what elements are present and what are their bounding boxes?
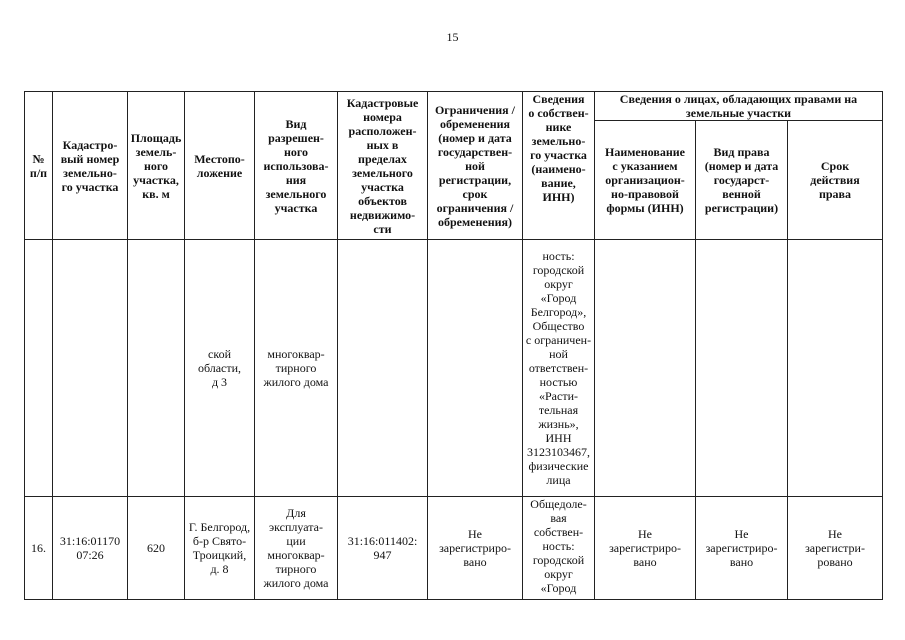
header-owner: Сведения о собствен- нике земельно- го участка (наимено- вание, ИНН) xyxy=(523,92,595,240)
header-restrictions: Ограничения / обременения (номер и дата государствен- ной регистрации, срок ограничения / обременения) xyxy=(428,92,523,240)
header-location: Местопо- ложение xyxy=(185,92,255,240)
cell-objects: 31:16:011402: 947 xyxy=(338,497,428,600)
cell-objects xyxy=(338,240,428,497)
cell-rights-term: Не зарегистри- ровано xyxy=(788,497,883,600)
cell-num xyxy=(25,240,53,497)
land-plots-table xyxy=(24,91,883,600)
cell-rights-name: Не зарегистриро- вано xyxy=(595,497,696,600)
header-permitted-use: Вид разрешен- ного использова- ния земельного участка xyxy=(255,92,338,240)
cell-rights-name xyxy=(595,240,696,497)
cell-cadastral xyxy=(53,240,128,497)
header-rights-name: Наименование с указанием организацион- но-правовой формы (ИНН) xyxy=(595,121,696,240)
header-cadastral-number: Кадастро- вый номер земельно- го участка xyxy=(53,92,128,240)
cell-location: ской области, д 3 xyxy=(185,240,255,497)
cell-area xyxy=(128,240,185,497)
page-number: 15 xyxy=(446,30,459,44)
header-object-numbers: Кадастровые номера расположен- ных в пределах земельного участка объектов недвижимо- сти xyxy=(338,92,428,240)
header-rights-type: Вид права (номер и дата государст- венной регистрации) xyxy=(696,121,788,240)
cell-owner: Общедоле- вая собствен- ность: городской округ «Город xyxy=(523,497,595,600)
table-row xyxy=(25,497,883,600)
table-row xyxy=(25,240,883,497)
table-header-row xyxy=(25,92,883,121)
cell-cadastral: 31:16:01170 07:26 xyxy=(53,497,128,600)
cell-rights-term xyxy=(788,240,883,497)
cell-num: 16. xyxy=(25,497,53,600)
cell-location: Г. Белгород, б-р Свято- Троицкий, д. 8 xyxy=(185,497,255,600)
cell-rights-type xyxy=(696,240,788,497)
cell-restrictions: Не зарегистриро- вано xyxy=(428,497,523,600)
cell-area: 620 xyxy=(128,497,185,600)
cell-rights-type: Не зарегистриро- вано xyxy=(696,497,788,600)
cell-use: Для эксплуата- ции многоквар- тирного жилого дома xyxy=(255,497,338,600)
header-rights-holders-group: Сведения о лицах, обладающих правами на земельные участки xyxy=(595,92,883,121)
cell-use: многоквар- тирного жилого дома xyxy=(255,240,338,497)
header-num: № п/п xyxy=(25,92,53,240)
cell-restrictions xyxy=(428,240,523,497)
cell-owner: ность: городской округ «Город Белгород», Общество с ограничен- ной ответствен- ностью «Расти- тельная жизнь», ИНН 3123103467, физические лица xyxy=(523,240,595,497)
header-area: Площадь земель- ного участка, кв. м xyxy=(128,92,185,240)
header-rights-term: Срок действия права xyxy=(788,121,883,240)
